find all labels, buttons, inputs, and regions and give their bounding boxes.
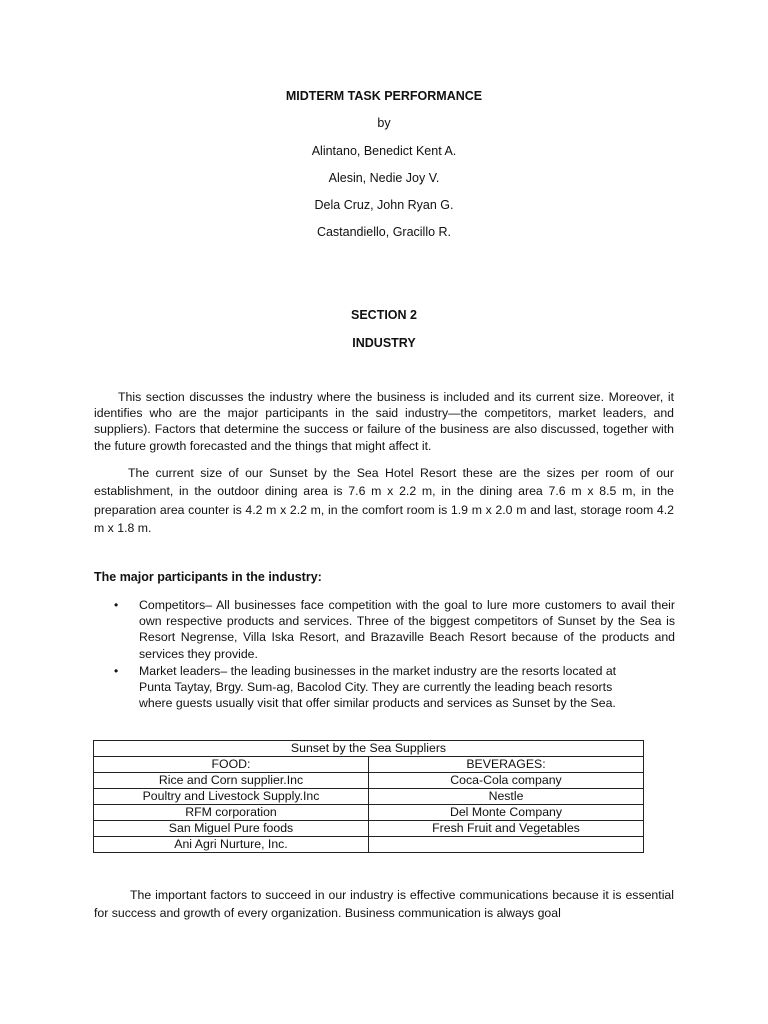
intro-paragraph: This section discusses the industry where the business is included and its current size. Moreover, it identifies who are the major participants in the said industry—the competitors, market leaders, and suppliers). Factors that determine the success or failure of the business are also discussed, together with the future growth forecasted and the things that might affect it.: [94, 390, 674, 453]
table-caption: Sunset by the Sea Suppliers: [94, 741, 644, 757]
column-header-food: FOOD:: [94, 757, 369, 773]
author-name: Alesin, Nedie Joy V.: [328, 170, 440, 185]
table-cell: Nestle: [369, 789, 644, 805]
bullet-icon: •: [114, 598, 119, 612]
size-paragraph: The current size of our Sunset by the Sea Hotel Resort these are the sizes per room of our establishment, in the outdoor dining area is 7.6 m x 2.2 m, in the dining area 7.6 m x 8.5 m, in the preparation area counter is 4.2 m x 2.2 m, in the comfort room is 1.9 m x 2.0 m and last, storage room 4.2 m x 1.8 m.: [94, 466, 674, 535]
table-cell: Fresh Fruit and Vegetables: [369, 821, 644, 837]
participants-heading: The major participants in the industry:: [94, 570, 322, 584]
list-item: [94, 663, 675, 712]
factors-paragraph: The important factors to succeed in our industry is effective communications because it is essential for success and growth of every organization. Business communication is always goal: [94, 888, 674, 920]
table-cell: Del Monte Company: [369, 805, 644, 821]
author-name: Castandiello, Gracillo R.: [316, 225, 452, 240]
table-row: [94, 789, 644, 805]
table-cell: San Miguel Pure foods: [94, 821, 369, 837]
table-cell: Ani Agri Nurture, Inc.: [94, 837, 369, 853]
bullet-icon: •: [114, 663, 119, 678]
table-row: [94, 837, 644, 853]
title-block: [0, 88, 768, 252]
table-row: [94, 805, 644, 821]
participants-list: [94, 597, 675, 712]
section-heading-block: [0, 307, 768, 363]
list-item-text: Competitors– All businesses face competition with the goal to lure more customers to avail their own respective products and services. Three of the biggest competitors of Sunset by the Sea is Resort Negrense, Villa Iska Resort, and Brazaville Beach Resort because of the products and services they provide.: [139, 598, 675, 661]
table-header-row: [94, 757, 644, 773]
table-caption-row: [94, 741, 644, 757]
table-cell: Coca-Cola company: [369, 773, 644, 789]
suppliers-table: [93, 740, 644, 853]
column-header-beverages: BEVERAGES:: [369, 757, 644, 773]
table-row: [94, 773, 644, 789]
section-title: INDUSTRY: [352, 336, 416, 350]
table-cell: [369, 837, 644, 853]
table-row: [94, 821, 644, 837]
table-cell: Rice and Corn supplier.Inc: [94, 773, 369, 789]
document-title: MIDTERM TASK PERFORMANCE: [285, 89, 483, 103]
table-cell: RFM corporation: [94, 805, 369, 821]
author-name: Alintano, Benedict Kent A.: [311, 143, 457, 158]
list-item-text: Market leaders– the leading businesses in the market industry are the resorts located at Punta Taytay, Brgy. Sum-ag, Bacolod City. They are currently the leading beach resorts where guests usually visit that offer similar products and services as Sunset by the Sea.: [139, 663, 617, 711]
list-item: [94, 597, 675, 662]
section-number: SECTION 2: [351, 308, 417, 322]
table-cell: Poultry and Livestock Supply.Inc: [94, 789, 369, 805]
author-name: Dela Cruz, John Ryan G.: [314, 198, 454, 213]
by-line: by: [377, 116, 391, 131]
